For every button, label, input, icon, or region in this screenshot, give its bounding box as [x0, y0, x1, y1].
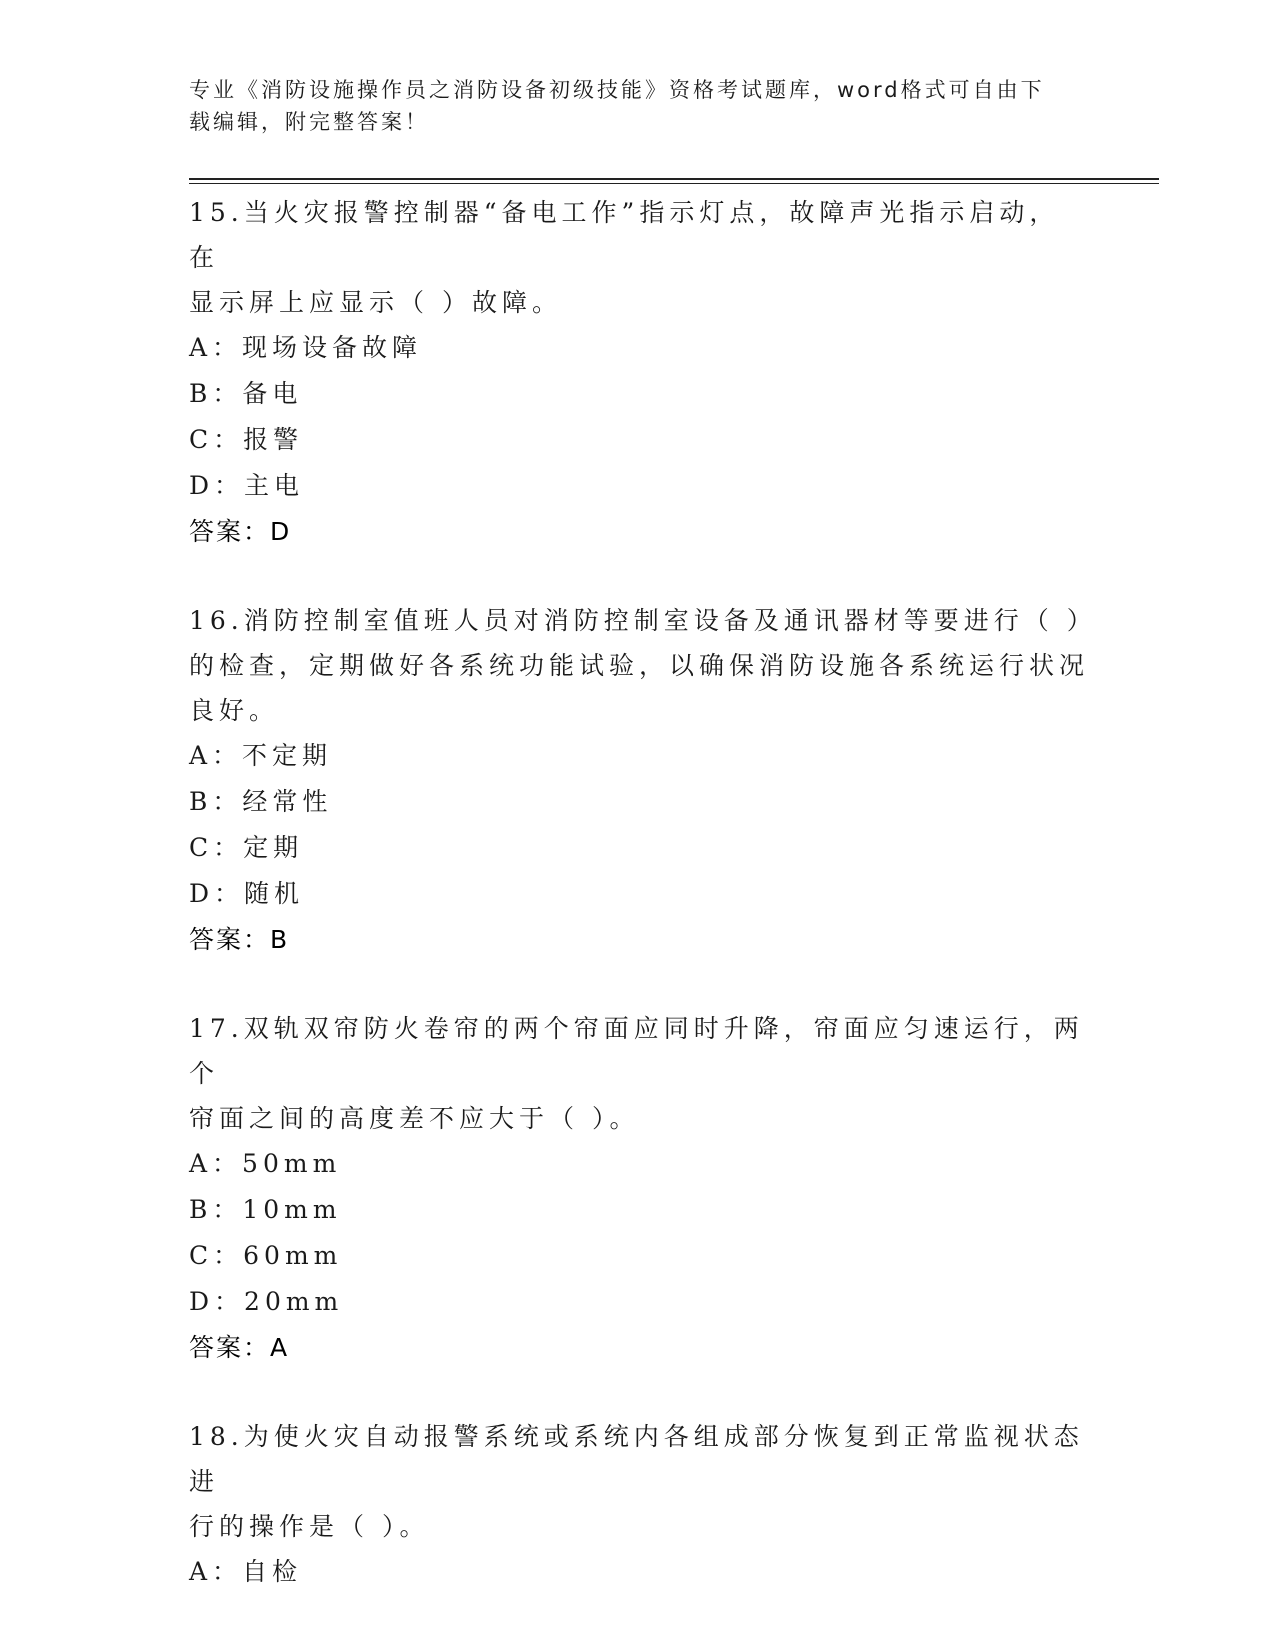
option-d: D：20mm	[189, 1287, 344, 1316]
question-stem-line: 17.双轨双帘防火卷帘的两个帘面应同时升降，帘面应匀速运行，两个	[189, 1014, 1084, 1088]
option-c: C：报警	[189, 425, 304, 454]
question-stem-line: 的检查，定期做好各系统功能试验，以确保消防设施各系统运行状况	[189, 651, 1090, 680]
answer-line: 答案：A	[189, 1333, 290, 1362]
option-a: A：自检	[189, 1557, 303, 1586]
question-15	[189, 190, 1089, 555]
question-stem-line: 帘面之间的高度差不应大于（ ）。	[189, 1104, 640, 1133]
document-header	[189, 74, 1089, 138]
header-divider-thin	[189, 183, 1159, 184]
question-stem-line: 行的操作是（ ）。	[189, 1512, 430, 1541]
question-stem-line: 15.当火灾报警控制器“备电工作”指示灯点，故障声光指示启动，在	[189, 198, 1060, 272]
question-stem-line: 显示屏上应显示（ ）故障。	[189, 288, 562, 317]
option-a: A：50mm	[189, 1149, 342, 1178]
question-stem-line: 18.为使火灾自动报警系统或系统内各组成部分恢复到正常监视状态进	[189, 1422, 1084, 1496]
option-d: D：随机	[189, 879, 305, 908]
answer-line: 答案：D	[189, 517, 292, 546]
option-a: A：不定期	[189, 741, 333, 770]
header-line-2: 载编辑，附完整答案！	[189, 110, 429, 134]
question-stem-line: 良好。	[189, 696, 280, 725]
option-c: C：60mm	[189, 1241, 343, 1270]
header-line-1: 专业《消防设施操作员之消防设备初级技能》资格考试题库，word格式可自由下	[189, 78, 1045, 102]
option-b: B：10mm	[189, 1195, 342, 1224]
option-d: D：主电	[189, 471, 305, 500]
question-16	[189, 598, 1097, 963]
option-b: B：备电	[189, 379, 303, 408]
option-a: A：现场设备故障	[189, 333, 423, 362]
option-b: B：经常性	[189, 787, 333, 816]
question-list	[189, 190, 1097, 1638]
question-stem-line: 16.消防控制室值班人员对消防控制室设备及通讯器材等要进行（ ）	[189, 606, 1097, 635]
header-divider-thick	[189, 178, 1159, 180]
answer-line: 答案：B	[189, 925, 290, 954]
option-c: C：定期	[189, 833, 304, 862]
question-18	[189, 1414, 1089, 1595]
question-17	[189, 1006, 1089, 1371]
